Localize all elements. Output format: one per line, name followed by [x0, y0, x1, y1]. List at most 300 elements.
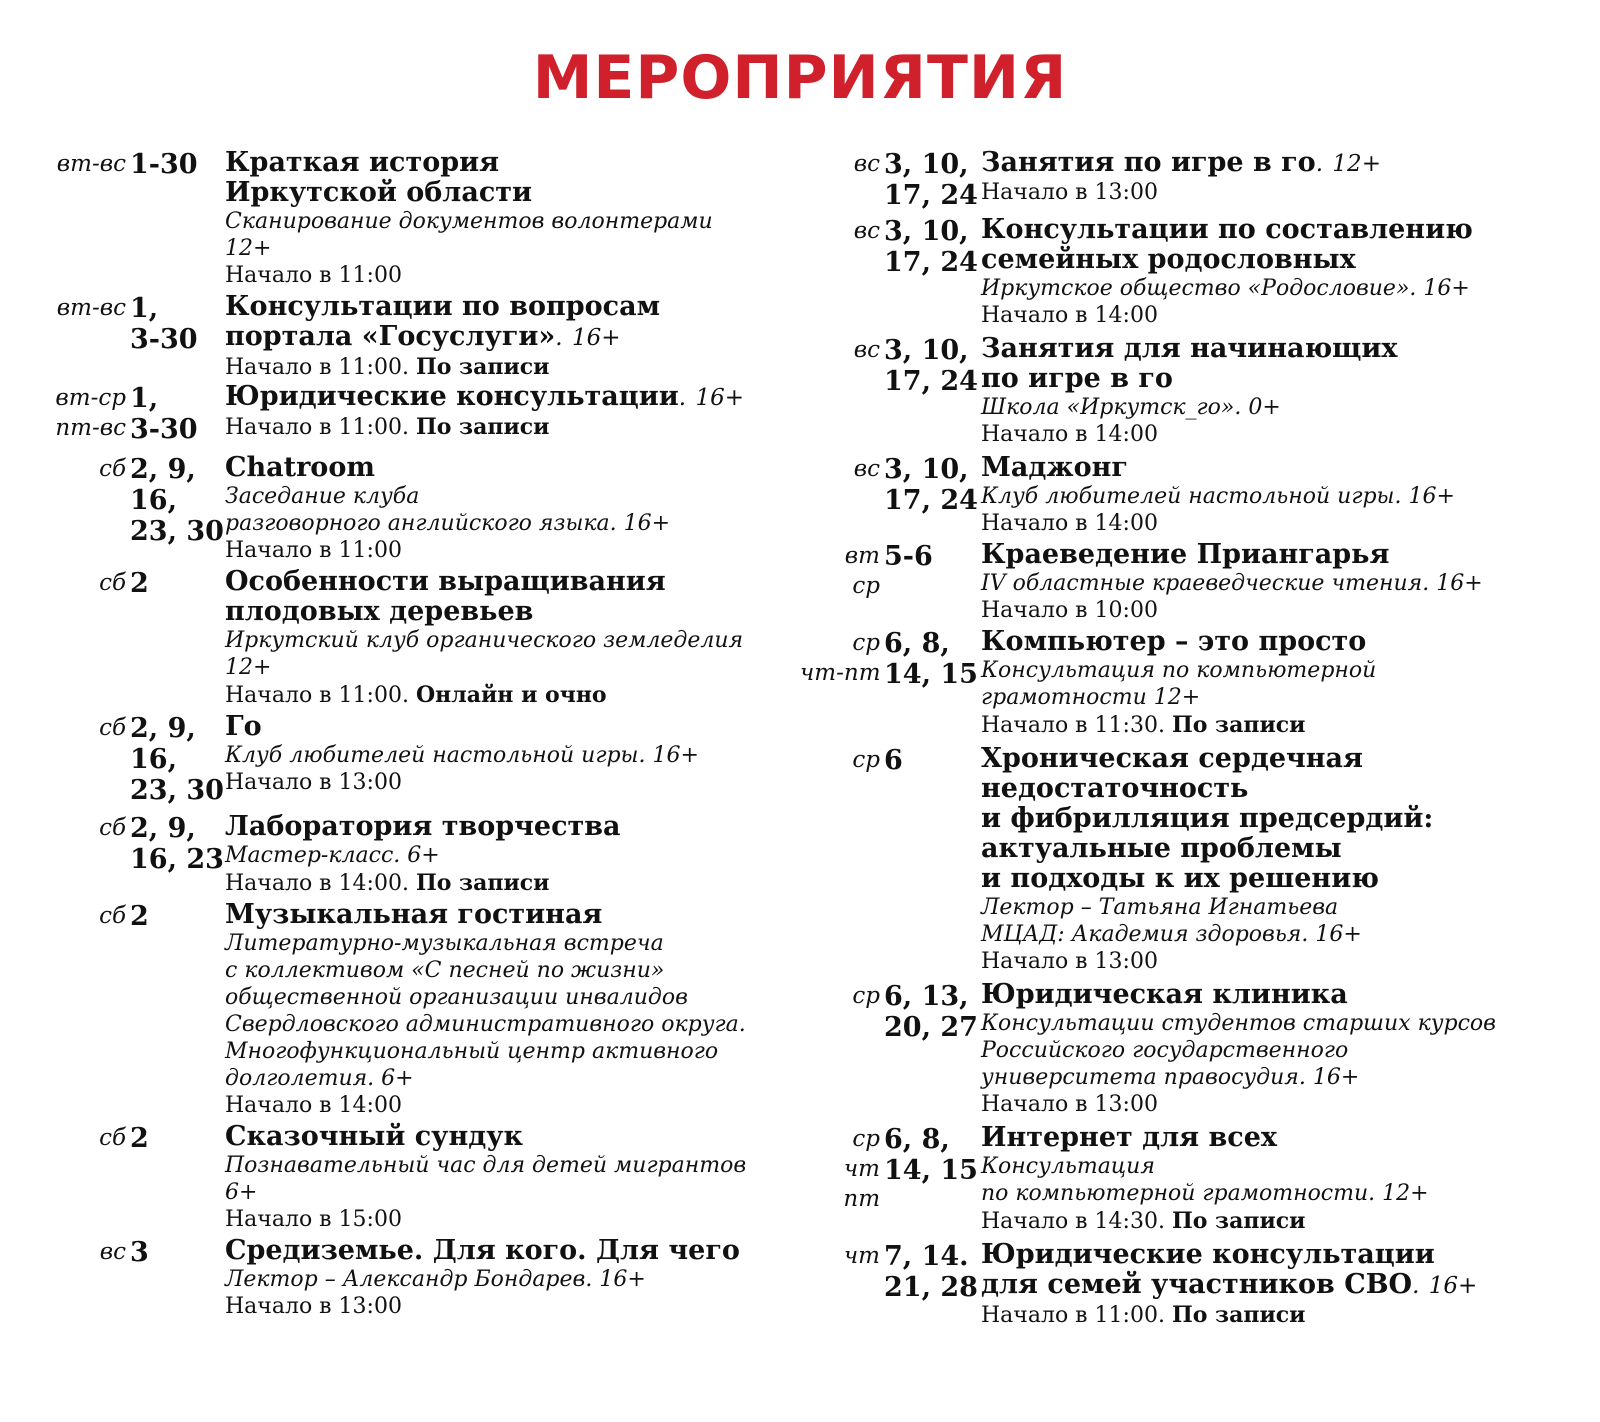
event-body: [981, 1123, 1580, 1236]
event-weekdays: [800, 540, 884, 601]
event-item: [30, 812, 800, 898]
weekday-line: вт-вс: [56, 295, 126, 321]
event-title: [225, 292, 800, 353]
event-start-time: [225, 353, 800, 382]
date-line: 17, 24: [884, 485, 978, 516]
event-description: Лектор – Александр Бондарев. 16+: [225, 1267, 646, 1292]
title-text: Краеведение Приангарья: [981, 539, 1390, 570]
title-text: Юридические консультации: [225, 381, 679, 412]
event-description: Многофункциональный центр активного: [225, 1039, 719, 1064]
title-line: [981, 540, 1580, 570]
event-body: [981, 980, 1580, 1119]
event-start-time: [981, 302, 1580, 330]
event-description: грамотности 12+: [981, 685, 1201, 710]
registration-note: По записи: [1171, 1208, 1306, 1234]
event-body: [981, 215, 1580, 330]
title-line: [225, 712, 800, 742]
event-body: [225, 1236, 800, 1321]
event-description: Литературно-музыкальная встреча: [225, 931, 664, 956]
weekday-line: вс: [853, 456, 880, 482]
event-description: Мастер-класс. 6+: [225, 843, 440, 868]
title-text: для семей участников СВО: [981, 1269, 1413, 1300]
event-title: [225, 453, 800, 483]
title-line: [225, 900, 800, 930]
start-time-text: Начало в 13:00: [981, 1092, 1158, 1117]
event-start-time: [981, 421, 1580, 449]
title-text: и подходы к их решению: [981, 863, 1379, 894]
weekday-line: сб: [99, 456, 126, 482]
event-item: [30, 1236, 800, 1321]
age-rating: 16+: [695, 385, 745, 411]
weekday-line: ср: [852, 747, 880, 773]
event-item: [800, 1123, 1580, 1236]
event-start-time: [225, 769, 800, 797]
title-line: [225, 322, 800, 353]
event-description: 12+: [225, 236, 272, 261]
title-line: [981, 980, 1580, 1010]
event-item: [800, 148, 1580, 211]
event-description: Заседание клуба: [225, 484, 420, 509]
event-description: Свердловского административного округа.: [225, 1012, 746, 1037]
age-rating: 16+: [1428, 1273, 1478, 1299]
event-description: по компьютерной грамотности. 12+: [981, 1181, 1429, 1206]
event-item: [800, 744, 1580, 976]
registration-note: По записи: [415, 414, 550, 440]
event-title: [981, 148, 1580, 179]
event-item: [30, 900, 800, 1120]
event-body: [981, 1240, 1580, 1330]
title-text: Занятия для начинающих: [981, 333, 1398, 364]
event-body: [981, 744, 1580, 976]
event-item: [800, 540, 1580, 625]
weekday-line: ср: [852, 630, 880, 656]
start-time-text: Начало в 11:30.: [981, 713, 1165, 738]
event-title: [225, 382, 800, 413]
title-text: Chatroom: [225, 452, 375, 483]
event-start-time: [225, 1206, 800, 1234]
event-body: [225, 453, 800, 565]
events-column-right: [800, 148, 1580, 1330]
event-item: [800, 334, 1580, 449]
title-line: [981, 834, 1580, 864]
title-text: по игре в го: [981, 363, 1173, 394]
date-line: 3: [130, 1237, 149, 1268]
event-body: [225, 812, 800, 898]
date-line: 1-30: [130, 149, 198, 180]
date-line: 3-30: [130, 324, 198, 355]
date-line: 21, 28: [884, 1272, 978, 1303]
event-start-time: [981, 1207, 1580, 1236]
event-body: [981, 540, 1580, 625]
event-weekdays: [30, 812, 130, 843]
event-description: Клуб любителей настольной игры. 16+: [225, 743, 699, 768]
date-line: 2: [130, 568, 149, 599]
event-weekdays: [30, 453, 130, 484]
event-dates: [884, 627, 981, 690]
title-line: [981, 1240, 1580, 1270]
weekday-line: сб: [99, 1125, 126, 1151]
registration-note: По записи: [415, 870, 550, 896]
start-time-text: Начало в 11:00.: [225, 355, 409, 380]
title-text: Го: [225, 711, 262, 742]
title-punctuation: .: [1315, 151, 1324, 177]
event-description: Иркутское общество «Родословие». 16+: [981, 276, 1470, 301]
event-dates: [130, 382, 225, 445]
date-line: 23, 30: [130, 775, 224, 806]
date-line: 17, 24: [884, 247, 978, 278]
event-title: [225, 900, 800, 930]
start-time-text: Начало в 13:00: [225, 1294, 402, 1319]
weekday-line: вс: [853, 151, 880, 177]
weekday-line: ср: [852, 573, 880, 599]
weekday-line: сб: [99, 815, 126, 841]
title-text: Занятия по игре в го: [981, 147, 1316, 178]
title-text: Иркутской области: [225, 177, 533, 208]
event-start-time: [225, 262, 800, 290]
title-line: [981, 627, 1580, 657]
event-weekdays: [30, 567, 130, 598]
title-text: Музыкальная гостиная: [225, 899, 603, 930]
event-start-time: [981, 597, 1580, 625]
event-weekdays: [30, 900, 130, 931]
event-title: [981, 215, 1580, 275]
event-title: [981, 980, 1580, 1010]
event-description: Сканирование документов волонтерами: [225, 209, 713, 234]
date-line: 3, 10,: [884, 149, 969, 180]
age-rating: 16+: [571, 325, 621, 351]
event-dates: [884, 980, 981, 1043]
event-body: [981, 334, 1580, 449]
title-text: Особенности выращивания: [225, 566, 666, 597]
event-title: [981, 453, 1580, 483]
title-text: семейных родословных: [981, 244, 1356, 275]
start-time-text: Начало в 10:00: [981, 598, 1158, 623]
weekday-line: чт: [843, 1156, 880, 1182]
event-description: МЦАД: Академия здоровья. 16+: [981, 922, 1362, 947]
event-dates: [884, 334, 981, 397]
event-description: Лектор – Татьяна Игнатьева: [981, 895, 1339, 920]
event-weekdays: [30, 712, 130, 743]
date-line: 17, 24: [884, 180, 978, 211]
start-time-text: Начало в 13:00: [225, 770, 402, 795]
date-line: 3, 10,: [884, 335, 969, 366]
title-line: [981, 364, 1580, 394]
weekday-line: вт-ср: [55, 385, 126, 411]
event-item: [30, 148, 800, 290]
date-line: 14, 15: [884, 1155, 978, 1186]
event-description: разговорного английского языка. 16+: [225, 511, 671, 536]
title-line: [981, 744, 1580, 774]
event-item: [30, 453, 800, 565]
event-start-time: [225, 413, 800, 442]
start-time-text: Начало в 11:00: [225, 263, 402, 288]
title-line: [981, 334, 1580, 364]
event-description: общественной организации инвалидов: [225, 985, 688, 1010]
start-time-text: Начало в 15:00: [225, 1207, 402, 1232]
event-weekdays: [800, 627, 884, 688]
title-punctuation: .: [678, 385, 687, 411]
date-line: 20, 27: [884, 1012, 978, 1043]
weekday-line: пт-вс: [55, 415, 126, 441]
event-item: [30, 712, 800, 806]
title-text: Юридические консультации: [981, 1239, 1435, 1270]
event-weekdays: [30, 1236, 130, 1267]
event-weekdays: [800, 1240, 884, 1271]
start-time-text: Начало в 14:00: [225, 1093, 402, 1118]
title-punctuation: .: [1412, 1273, 1420, 1299]
title-line: [225, 1236, 800, 1266]
date-line: 2, 9,: [130, 813, 196, 844]
title-line: [225, 567, 800, 597]
event-dates: [130, 812, 225, 875]
event-weekdays: [800, 334, 884, 365]
event-weekdays: [800, 148, 884, 179]
date-line: 23, 30: [130, 516, 224, 547]
title-line: [981, 804, 1580, 834]
event-description: Консультация: [981, 1154, 1155, 1179]
event-description: с коллективом «С песней по жизни»: [225, 958, 665, 983]
title-text: Юридическая клиника: [981, 979, 1348, 1010]
event-dates: [130, 712, 225, 806]
event-dates: [130, 292, 225, 355]
event-title: [225, 812, 800, 842]
title-text: Компьютер – это просто: [981, 626, 1367, 657]
title-line: [981, 864, 1580, 894]
registration-note: Онлайн и очно: [415, 682, 607, 708]
event-title: [225, 1236, 800, 1266]
event-dates: [884, 540, 981, 572]
date-line: 6, 8,: [884, 628, 950, 659]
event-body: [981, 627, 1580, 740]
event-start-time: [225, 537, 800, 565]
title-text: Краткая история: [225, 147, 500, 178]
weekday-line: сб: [99, 570, 126, 596]
date-line: 5-6: [884, 541, 933, 572]
event-description: Российского государственного: [981, 1038, 1349, 1063]
date-line: 3-30: [130, 414, 198, 445]
title-text: Хроническая сердечная: [981, 743, 1363, 774]
event-title: [981, 1240, 1580, 1301]
weekday-line: сб: [99, 903, 126, 929]
event-description: Познавательный час для детей мигрантов: [225, 1153, 747, 1178]
start-time-text: Начало в 14:00: [981, 422, 1158, 447]
date-line: 3, 10,: [884, 216, 969, 247]
weekday-line: чт-пт: [800, 660, 881, 686]
event-start-time: [225, 869, 800, 898]
start-time-text: Начало в 14:00: [981, 303, 1158, 328]
event-body: [225, 900, 800, 1120]
title-line: [981, 245, 1580, 275]
event-dates: [884, 1240, 981, 1303]
date-line: 1,: [130, 293, 159, 324]
event-body: [981, 148, 1580, 207]
event-item: [800, 627, 1580, 740]
event-item: [800, 1240, 1580, 1330]
title-text: Средиземье. Для кого. Для чего: [225, 1235, 740, 1266]
title-line: [225, 453, 800, 483]
event-dates: [130, 1236, 225, 1268]
event-start-time: [981, 948, 1580, 976]
event-weekdays: [30, 148, 130, 179]
title-line: [981, 453, 1580, 483]
title-line: [225, 597, 800, 627]
event-dates: [130, 567, 225, 599]
registration-note: По записи: [1171, 1302, 1306, 1328]
title-text: Маджонг: [981, 452, 1128, 483]
page-title: МЕРОПРИЯТИЯ: [532, 43, 1068, 113]
event-description: университета правосудия. 16+: [981, 1065, 1360, 1090]
event-dates: [130, 148, 225, 180]
date-line: 6, 13,: [884, 981, 969, 1012]
event-description: 6+: [225, 1180, 258, 1205]
event-start-time: [981, 1091, 1580, 1119]
title-line: [981, 215, 1580, 245]
date-line: 2, 9,: [130, 713, 196, 744]
title-text: Консультации по составлению: [981, 214, 1473, 245]
date-line: 16, 23: [130, 844, 224, 875]
event-weekdays: [30, 382, 130, 443]
event-body: [225, 1122, 800, 1234]
event-weekdays: [30, 292, 130, 323]
title-line: [981, 1270, 1580, 1301]
start-time-text: Начало в 13:00: [981, 949, 1158, 974]
event-description: 12+: [225, 655, 272, 680]
date-line: 7, 14.: [884, 1241, 969, 1272]
start-time-text: Начало в 14:00: [981, 511, 1158, 536]
start-time-text: Начало в 11:00.: [225, 415, 409, 440]
event-description: Консультация по компьютерной: [981, 658, 1377, 683]
event-title: [225, 712, 800, 742]
event-body: [981, 453, 1580, 538]
title-text: недостаточность: [981, 773, 1249, 804]
title-text: актуальные проблемы: [981, 833, 1342, 864]
title-text: плодовых деревьев: [225, 596, 534, 627]
start-time-text: Начало в 11:00.: [225, 683, 409, 708]
event-title: [981, 744, 1580, 894]
event-body: [225, 292, 800, 382]
event-item: [800, 980, 1580, 1119]
title-line: [981, 148, 1580, 179]
weekday-line: вс: [99, 1239, 126, 1265]
event-description: IV областные краеведческие чтения. 16+: [981, 571, 1483, 596]
weekday-line: ср: [852, 1126, 880, 1152]
event-weekdays: [800, 744, 884, 775]
start-time-text: Начало в 14:00.: [225, 871, 409, 896]
title-text: Сказочный сундук: [225, 1121, 524, 1152]
event-item: [30, 1122, 800, 1234]
title-text: Лаборатория творчества: [225, 811, 621, 842]
title-text: и фибрилляция предсердий:: [981, 803, 1434, 834]
date-line: 3, 10,: [884, 454, 969, 485]
event-description: долголетия. 6+: [225, 1066, 414, 1091]
weekday-line: сб: [99, 715, 126, 741]
event-start-time: [225, 1092, 800, 1120]
date-line: 16,: [130, 485, 177, 516]
start-time-text: Начало в 13:00: [981, 180, 1158, 205]
event-description: Иркутский клуб органического земледелия: [225, 628, 744, 653]
event-item: [800, 453, 1580, 538]
event-dates: [884, 215, 981, 278]
event-title: [981, 627, 1580, 657]
event-dates: [130, 900, 225, 932]
event-dates: [130, 1122, 225, 1154]
date-line: 14, 15: [884, 659, 978, 690]
event-weekdays: [30, 1122, 130, 1153]
event-item: [30, 567, 800, 710]
event-item: [30, 292, 800, 382]
title-line: [981, 1123, 1580, 1153]
weekday-line: чт: [843, 1243, 880, 1269]
event-body: [225, 712, 800, 797]
event-item: [30, 382, 800, 445]
event-start-time: [981, 179, 1580, 207]
event-title: [981, 1123, 1580, 1153]
date-line: 1,: [130, 383, 159, 414]
weekday-line: вт: [844, 543, 880, 569]
event-weekdays: [800, 453, 884, 484]
title-line: [225, 148, 800, 178]
event-dates: [884, 744, 981, 776]
date-line: 2: [130, 901, 149, 932]
events-column-left: [30, 148, 800, 1321]
age-rating: 12+: [1332, 151, 1381, 177]
event-weekdays: [800, 1123, 884, 1214]
event-body: [225, 567, 800, 710]
event-weekdays: [800, 980, 884, 1011]
date-line: 17, 24: [884, 366, 978, 397]
date-line: 16,: [130, 744, 177, 775]
event-title: [981, 540, 1580, 570]
event-body: [225, 382, 800, 442]
start-time-text: Начало в 11:00.: [981, 1303, 1165, 1328]
title-line: [225, 382, 800, 413]
title-text: Консультации по вопросам: [225, 291, 661, 322]
event-start-time: [981, 1301, 1580, 1330]
title-text: Интернет для всех: [981, 1122, 1277, 1153]
event-title: [981, 334, 1580, 394]
date-line: 6: [884, 745, 903, 776]
event-description: Клуб любителей настольной игры. 16+: [981, 484, 1455, 509]
registration-note: По записи: [1171, 712, 1306, 738]
event-weekdays: [800, 215, 884, 246]
start-time-text: Начало в 11:00: [225, 538, 402, 563]
title-line: [981, 774, 1580, 804]
event-title: [225, 1122, 800, 1152]
event-description: Школа «Иркутск_го». 0+: [981, 395, 1281, 420]
title-line: [225, 178, 800, 208]
title-line: [225, 812, 800, 842]
weekday-line: пт: [843, 1186, 880, 1212]
event-description: Консультации студентов старших курсов: [981, 1011, 1496, 1036]
event-start-time: [225, 681, 800, 710]
weekday-line: вс: [853, 337, 880, 363]
event-dates: [884, 148, 981, 211]
event-item: [800, 215, 1580, 330]
title-punctuation: .: [555, 325, 563, 351]
event-dates: [884, 453, 981, 516]
start-time-text: Начало в 14:30.: [981, 1209, 1165, 1234]
title-line: [225, 292, 800, 322]
registration-note: По записи: [415, 354, 550, 380]
date-line: 6, 8,: [884, 1124, 950, 1155]
event-dates: [130, 453, 225, 547]
title-line: [225, 1122, 800, 1152]
date-line: 2, 9,: [130, 454, 196, 485]
event-title: [225, 148, 800, 208]
event-start-time: [981, 711, 1580, 740]
event-title: [225, 567, 800, 627]
weekday-line: ср: [852, 983, 880, 1009]
